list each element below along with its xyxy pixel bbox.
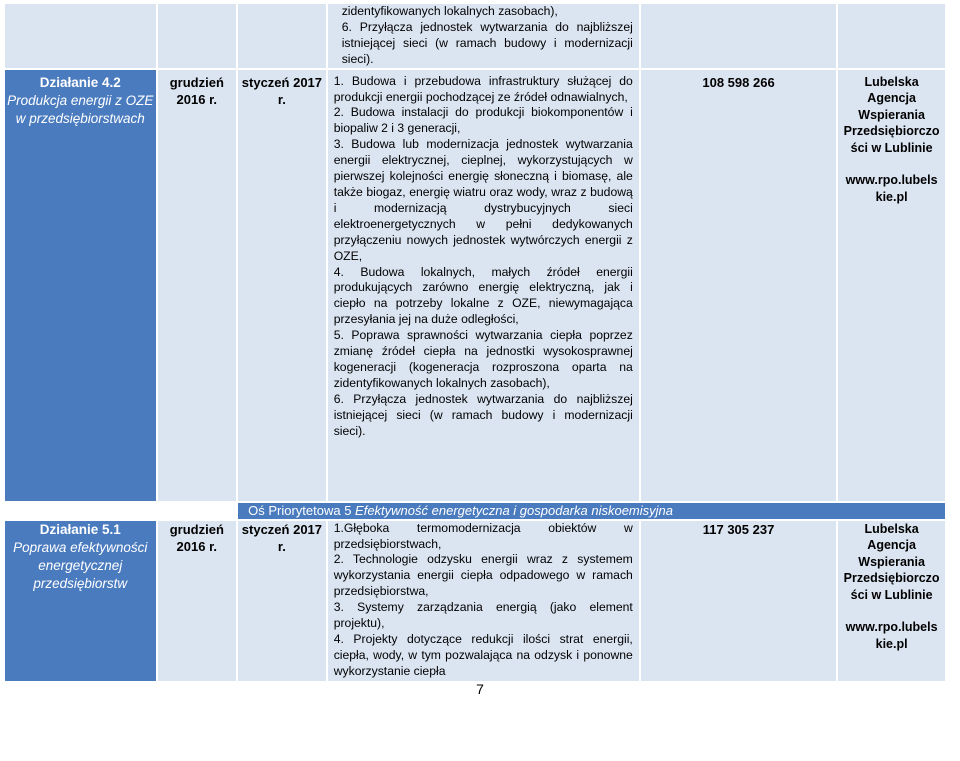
- list-item: 1.Głęboka termomodernizacja obiektów w przedsiębiorstwach,: [333, 520, 633, 551]
- table-row: [5, 521, 945, 681]
- section-header-row: [5, 503, 945, 519]
- list-item: 1. Budowa i przebudowa infrastruktury służącej do produkcji energii pochodzącej ze źródeł odnawialnych,: [333, 73, 633, 104]
- action-cell: [5, 70, 156, 501]
- page-number: 7: [476, 681, 484, 697]
- amount-value: 117 305 237: [702, 521, 775, 537]
- end-date: styczeń 2017 r.: [241, 74, 323, 107]
- description-cell: [328, 70, 639, 501]
- list-item: 2. Budowa instalacji do produkcji biokomponentów i biopaliw 2 i 3 generacji,: [333, 105, 633, 136]
- priority-axis-title: Efektywność energetyczna i gospodarka niskoemisyjna: [355, 502, 673, 518]
- list-item: 4. Budowa lokalnych, małych źródeł energii produkujących zarówno energię elektryczną, jak i ciepło na potrzeby lokalne z OZE, niewymagająca przesyłania jej na duże odległości,: [333, 264, 633, 327]
- action-cell: [5, 521, 156, 681]
- agency-line: ści w Lublinie: [850, 140, 933, 155]
- schedule-table: [3, 2, 947, 683]
- action-name: Poprawa efektywności energetycznej przedsiębiorstw: [13, 539, 148, 591]
- agency-cell: [838, 4, 945, 68]
- agency-cell: [838, 70, 945, 501]
- start-date: grudzień 2016 r.: [169, 521, 224, 554]
- action-cell: [5, 4, 156, 68]
- amount-cell: [641, 70, 836, 501]
- action-name: Produkcja energii z OZE w przedsiębiorstwach: [7, 92, 154, 126]
- list-item: 4. Projekty dotyczące redukcji ilości strat energii, ciepła, wody, w tym pozwalająca na odzysk i ponowne wykorzystanie ciepła: [333, 631, 633, 678]
- agency-website[interactable]: www.rpo.lubels: [845, 173, 938, 188]
- agency-line: Wspierania: [858, 107, 925, 122]
- description-cell: [328, 4, 639, 68]
- start-date-cell: [158, 503, 237, 519]
- list-item: 3. Systemy zarządzania energią (jako element projektu),: [333, 600, 633, 631]
- agency-line: Przedsiębiorczo: [843, 124, 940, 139]
- priority-axis-header: [238, 503, 945, 519]
- list-item: 5. Poprawa sprawności wytwarzania ciepła poprzez zmianę źródeł ciepła na jednostki wysokosprawnej kogeneracji (kogeneracja rozproszona oparta na zidentyfikowanych lokalnych zasobach),: [333, 328, 633, 390]
- priority-axis-prefix: Oś Priorytetowa 5: [248, 502, 356, 518]
- start-date-cell: [158, 521, 237, 681]
- start-date-cell: [158, 4, 237, 68]
- list-item: zidentyfikowanych lokalnych zasobach),: [341, 4, 558, 18]
- action-title: Działanie 5.1: [39, 521, 121, 537]
- action-title: Działanie 4.2: [39, 74, 121, 90]
- table-row: [5, 4, 945, 68]
- agency-line: ści w Lublinie: [850, 587, 933, 602]
- description-cell: [328, 521, 639, 681]
- end-date-cell: [238, 4, 326, 68]
- amount-cell: [641, 4, 836, 68]
- agency-line: Agencja: [867, 538, 916, 553]
- agency-line: Wspierania: [858, 554, 925, 569]
- start-date: grudzień 2016 r.: [169, 74, 224, 107]
- table-row: [5, 70, 945, 501]
- amount-cell: [641, 521, 836, 681]
- agency-website[interactable]: kie.pl: [875, 636, 908, 651]
- agency-line: Agencja: [867, 91, 916, 106]
- list-item: 6. Przyłącza jednostek wytwarzania do najbliższej istniejącej sieci (w ramach budowy i modernizacji sieci).: [333, 391, 633, 438]
- list-item: 6. Przyłącza jednostek wytwarzania do najbliższej istniejącej sieci (w ramach budowy i modernizacji sieci).: [341, 19, 633, 66]
- agency-website[interactable]: kie.pl: [875, 189, 908, 204]
- amount-value: 108 598 266: [702, 74, 775, 90]
- start-date-cell: [158, 70, 237, 501]
- agency-website[interactable]: www.rpo.lubels: [845, 620, 938, 635]
- end-date-cell: [238, 521, 326, 681]
- list-item: 2. Technologie odzysku energii wraz z systemem wykorzystania energii ciepła odpadowego w ramach przedsiębiorstwa,: [333, 552, 633, 599]
- action-cell: [5, 503, 156, 519]
- agency-line: Przedsiębiorczo: [843, 571, 940, 586]
- end-date: styczeń 2017 r.: [241, 521, 323, 554]
- agency-line: Lubelska: [864, 74, 919, 89]
- agency-line: Lubelska: [864, 521, 919, 536]
- agency-cell: [838, 521, 945, 681]
- list-item: 3. Budowa lub modernizacja jednostek wytwarzania energii elektrycznej, cieplnej, wykorzystujących w pierwszej kolejności energię słoneczną i biomasę, ale także biogaz, energię wiatru oraz wody, wraz z budową i modernizacją dystrybucyjnych sieci elektroenergetycznych w pełni dedykowanych przyłączeniu nowych jednostek wytwórczych energii z OZE,: [333, 137, 633, 263]
- end-date-cell: [238, 70, 326, 501]
